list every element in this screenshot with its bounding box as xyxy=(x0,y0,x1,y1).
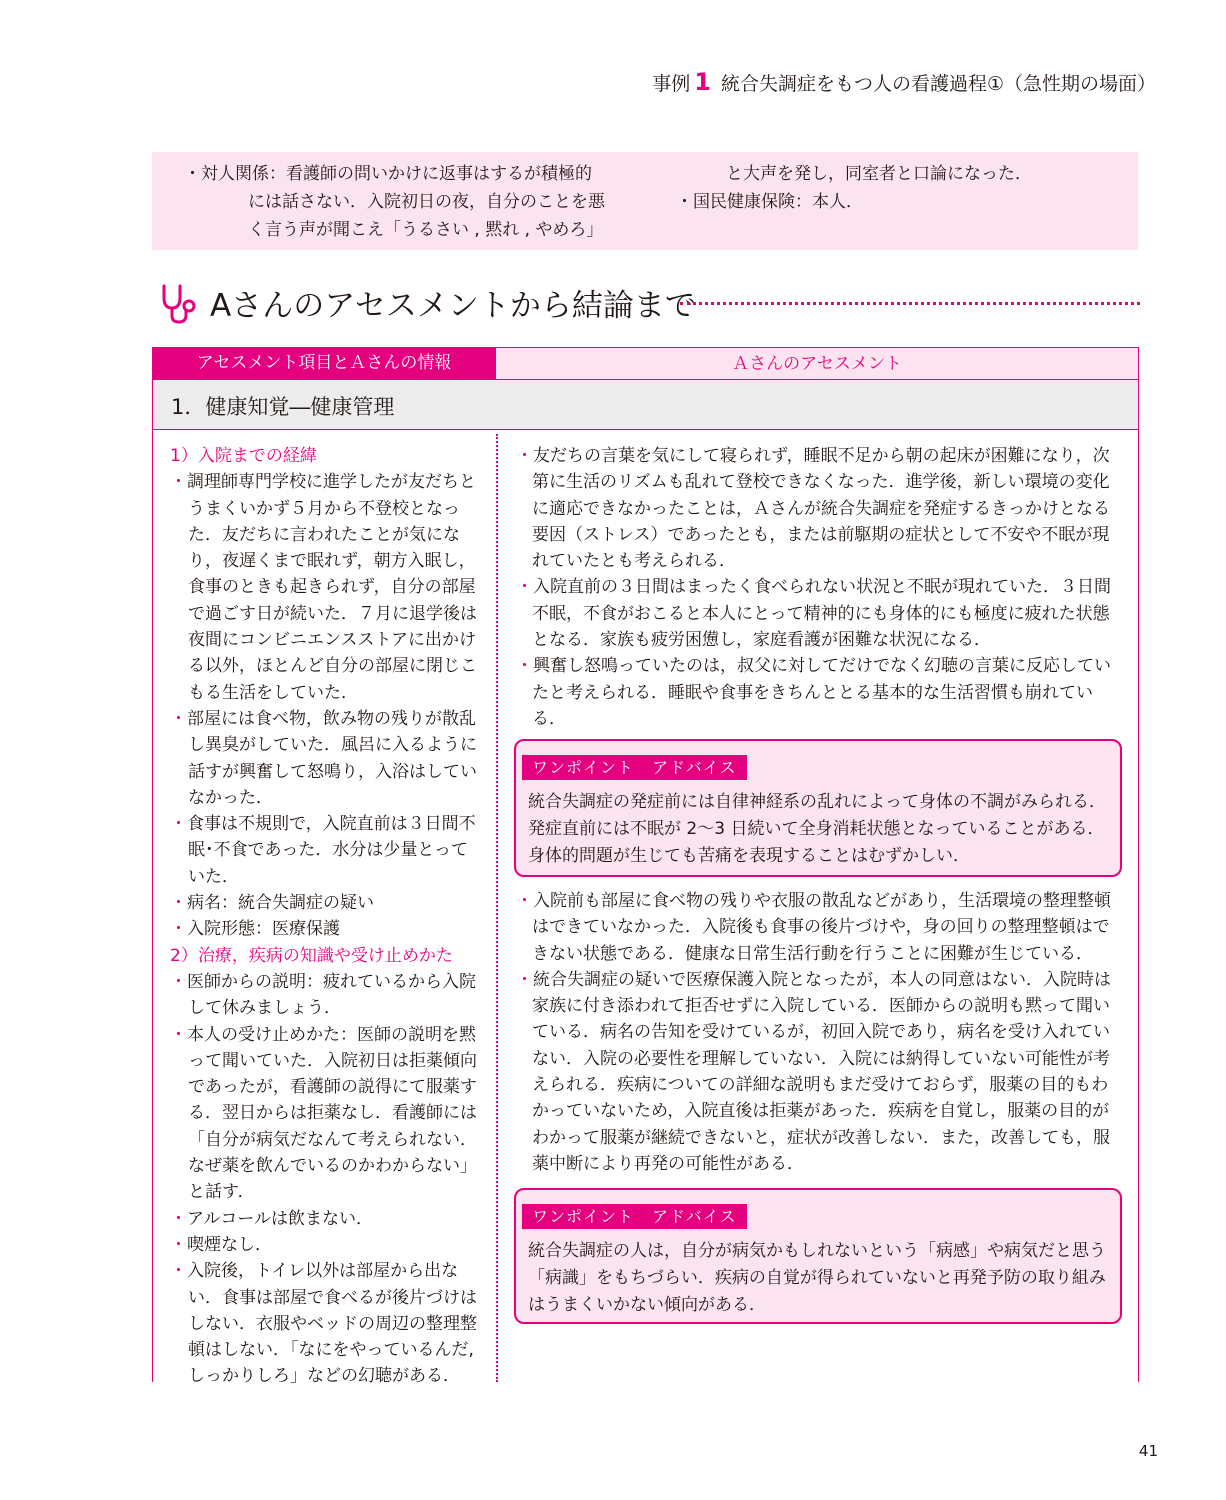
info-item: ・部屋には食べ物，飲み物の残りが散乱し異臭がしていた．風呂に入るように話すが興奮して怒鳴り，入浴はしていなかった． xyxy=(170,708,477,808)
stethoscope-icon xyxy=(158,282,202,326)
case-label: 事例 xyxy=(652,73,691,95)
info-item: ・調理師専門学校に進学したが友だちとうまくいかず５月から不登校となった．友だちに言われたことが気になり，夜遅くまで眠れず，朝方入眠し，食事のときも起きられず，自分の部屋で過ごす日が続いた．７月に退学後は夜間にコンビニエンスストアに出かける以外，ほとんど自分の部屋に閉じこもる生活をしていた． xyxy=(170,472,477,703)
intro-line: には話さない．入院初日の夜，自分のことを悪 xyxy=(248,192,605,212)
info-item: ・入院後，トイレ以外は部屋から出ない．食事は部屋で食べるが後片づけはしない．衣服やベッドの周辺の整理整頓はしない．「なにをやっているんだ, しっかりしろ」などの幻聴がある． xyxy=(170,1261,477,1387)
assessment-item: ・入院前も部屋に食べ物の残りや衣服の散乱などがあり，生活環境の整理整頓はできていなかった．入院後も食事の後片づけや，身の回りの整理整頓はできない状態である．健康な日常生活行動を行うことに困難が生じている． xyxy=(516,891,1111,964)
intro-line: ・国民健康保険：本人． xyxy=(676,192,863,212)
intro-left-column xyxy=(184,160,654,244)
advice-label: ワンポイント アドバイス xyxy=(522,1204,747,1229)
advice-text: 統合失調症の発症前には自律神経系の乱れによって身体の不調がみられる．発症直前には不眠が 2〜3 日続いて全身消耗状態となっていることがある．身体的問題が生じても苦痛を表現することはむずかしい． xyxy=(528,792,1106,866)
category-title: 1．健康知覚―健康管理 xyxy=(171,395,395,419)
assessment-item: ・統合失調症の疑いで医療保護入院となったが，本人の同意はない．入院時は家族に付き添われて拒否せずに入院している．医師からの説明も黙って聞いている．病名の告知を受けているが，初回入院であり，病名を受け入れていない．入院の必要性を理解していない．入院には納得していない可能性が考えられる．疾病についての詳細な説明もまだ受けておらず，服薬の目的もわかっていないため，入院直後は拒薬があった．疾病を自覚し，服薬の目的がわかって服薬が継続できないと，症状が改善しない．また，改善しても，服薬中断により再発の可能性がある． xyxy=(516,969,1111,1174)
column-header-assessment: Ａさんのアセスメント xyxy=(496,347,1139,380)
section-title: Aさんのアセスメントから結論まで xyxy=(210,288,696,324)
assessment-column xyxy=(516,443,1122,732)
intro-box xyxy=(152,152,1138,250)
subsection-heading: 1）入院までの経緯 xyxy=(170,446,317,466)
info-item: ・入院形態：医療保護 xyxy=(170,919,340,940)
advice-box xyxy=(514,739,1122,877)
info-column xyxy=(170,443,482,1390)
assessment-item: ・入院直前の３日間はまったく食べられない状況と不眠が現れていた．３日間不眠，不食がおこると本人にとって精神的にも身体的にも極度に疲れた状態となる．家族も疲労困憊し，家庭看護が困難な状況になる． xyxy=(516,577,1111,651)
info-item: ・病名：統合失調症の疑い xyxy=(170,893,374,914)
table-border-right xyxy=(1138,430,1139,1382)
advice-box xyxy=(514,1188,1122,1324)
page-number: 41 xyxy=(1138,1442,1158,1460)
info-item: ・食事は不規則で，入院直前は３日間不眠･不食であった．水分は少量とっていた． xyxy=(170,814,476,887)
info-item: ・本人の受け止めかた：医師の説明を黙って聞いていた．入院初日は拒薬傾向であったが，看護師の説得にて服薬する．翌日からは拒薬なし．看護師には「自分が病気だなんて考えられない．なぜ薬を飲んでいるのかわからない」と話す． xyxy=(170,1024,477,1203)
column-header-info: アセスメント項目とＡさんの情報 xyxy=(152,347,496,380)
info-item: ・喫煙なし． xyxy=(170,1234,272,1255)
intro-line: く言う声が聞こえ「うるさい , 黙れ , やめろ」 xyxy=(248,220,604,240)
subsection-heading: 2）治療，疾病の知識や受け止めかた xyxy=(170,945,453,966)
category-row xyxy=(152,380,1139,430)
dotted-rule xyxy=(680,302,1140,305)
column-divider xyxy=(496,434,498,1382)
advice-text: 統合失調症の人は，自分が病気かもしれないという「病感」や病気だと思う「病識」をもちづらい．疾病の自覚が得られていないと再発予防の取り組みはうまくいかない傾向がある． xyxy=(528,1241,1106,1315)
intro-line: と大声を発し，同室者と口論になった． xyxy=(726,164,1032,184)
table-border-left xyxy=(152,430,153,1382)
intro-right-column xyxy=(676,160,1116,216)
section-heading xyxy=(158,282,1140,322)
advice-label: ワンポイント アドバイス xyxy=(522,755,747,780)
assessment-item: ・興奮し怒鳴っていたのは，叔父に対してだけでなく幻聴の言葉に反応していたと考えられる．睡眠や食事をきちんととる基本的な生活習慣も崩れている． xyxy=(516,656,1111,729)
running-header xyxy=(652,68,1156,96)
case-number: 1 xyxy=(694,68,711,96)
assessment-column-continued xyxy=(516,888,1122,1177)
header-title: 統合失調症をもつ人の看護過程①（急性期の場面） xyxy=(720,73,1156,95)
info-item: ・アルコールは飲まない． xyxy=(170,1208,373,1229)
info-item: ・医師からの説明：疲れているから入院して休みましょう． xyxy=(170,971,476,1019)
intro-line: ・対人関係：看護師の問いかけに返事はするが積極的 xyxy=(184,164,592,184)
assessment-item: ・友だちの言葉を気にして寝られず，睡眠不足から朝の起床が困難になり，次第に生活のリズムも乱れて登校できなくなった．進学後，新しい環境の変化に適応できなかったことは，Ａさんが統合失調症を発症するきっかけとなる要因（ストレス）であったとも，または前駆期の症状として不安や不眠が現れていたとも考えられる． xyxy=(516,446,1110,572)
